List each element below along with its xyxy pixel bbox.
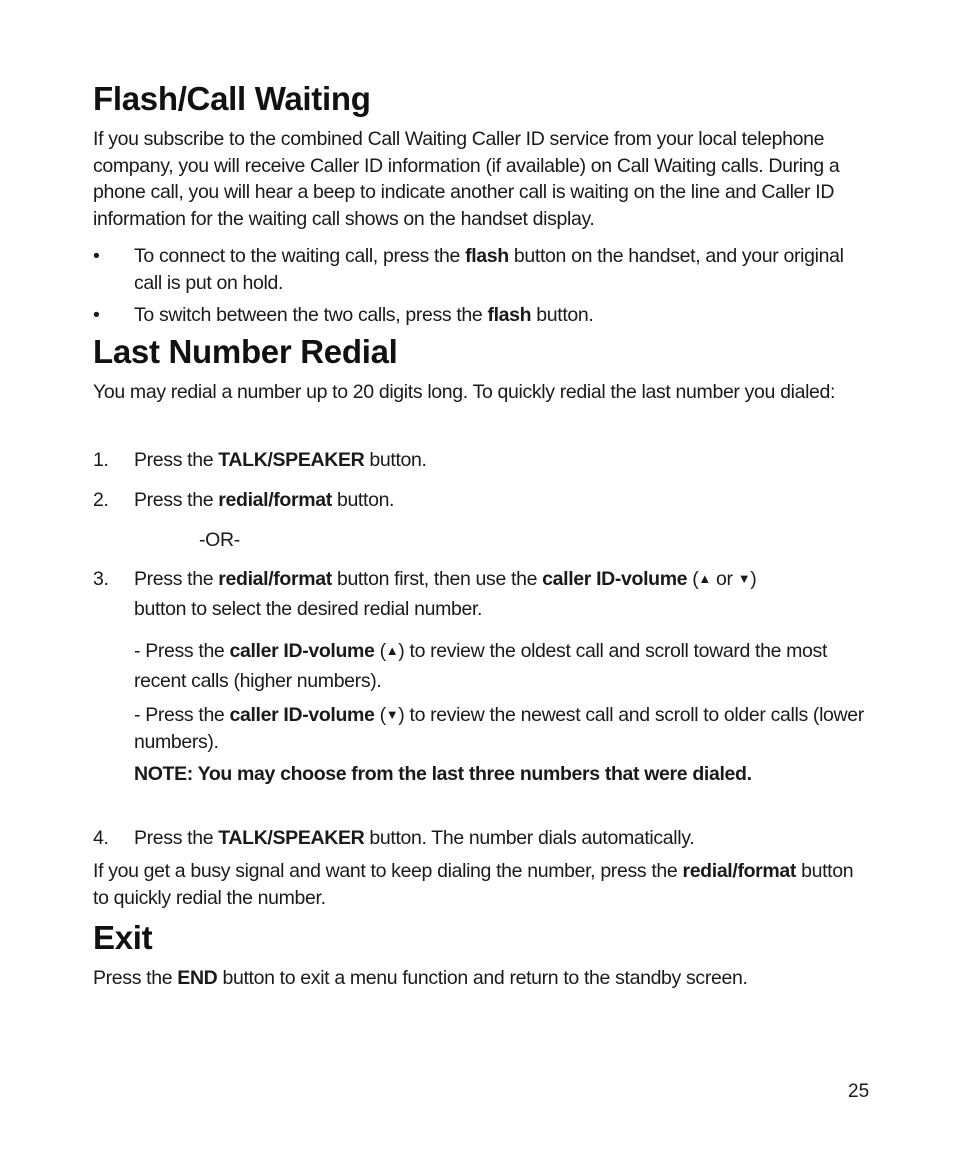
heading-flash-call-waiting: Flash/Call Waiting: [93, 80, 371, 117]
bullet: •: [93, 245, 100, 267]
redial-intro: You may redial a number up to 20 digits long. To quickly redial the last number you dialed:: [93, 381, 836, 403]
step-number: 4.: [93, 827, 109, 849]
bullet-text: To switch between the two calls, press the flash button.: [134, 304, 594, 326]
step-number: 2.: [93, 489, 109, 511]
exit-text: Press the END button to exit a menu function and return to the standby screen.: [93, 967, 748, 989]
up-arrow-icon: ▲: [698, 571, 711, 586]
bullet: •: [93, 304, 100, 326]
step-number: 3.: [93, 568, 109, 590]
heading-last-number-redial: Last Number Redial: [93, 333, 398, 370]
step-text: Press the redial/format button.: [134, 489, 395, 511]
step-number: 1.: [93, 449, 109, 471]
page-number: 25: [848, 1081, 870, 1102]
step-text: Press the TALK/SPEAKER button. The number dials automatically.: [134, 827, 695, 849]
heading-exit: Exit: [93, 919, 153, 956]
busy-signal-text: If you get a busy signal and want to keep dialing the number, press the redial/format button to quickly redial the number.: [93, 860, 854, 909]
up-arrow-icon: ▲: [385, 643, 399, 658]
step-text: Press the redial/format button first, then use the caller ID-volume (▲ or ▼): [134, 566, 868, 593]
step-text: Press the TALK/SPEAKER button.: [134, 449, 427, 471]
bullet-text: To connect to the waiting call, press the flash button on the handset, and your original call is put on hold.: [134, 245, 844, 294]
down-arrow-icon: ▼: [385, 707, 399, 722]
flash-intro: If you subscribe to the combined Call Waiting Caller ID service from your local telephone company, you will receive Caller ID information (if available) on Call Waiting calls. During a phone call, you will hear a beep to indicate another call is waiting on the line and Caller ID information for the waiting call shows on the handset display.: [93, 128, 840, 230]
down-arrow-icon: ▼: [737, 571, 751, 586]
